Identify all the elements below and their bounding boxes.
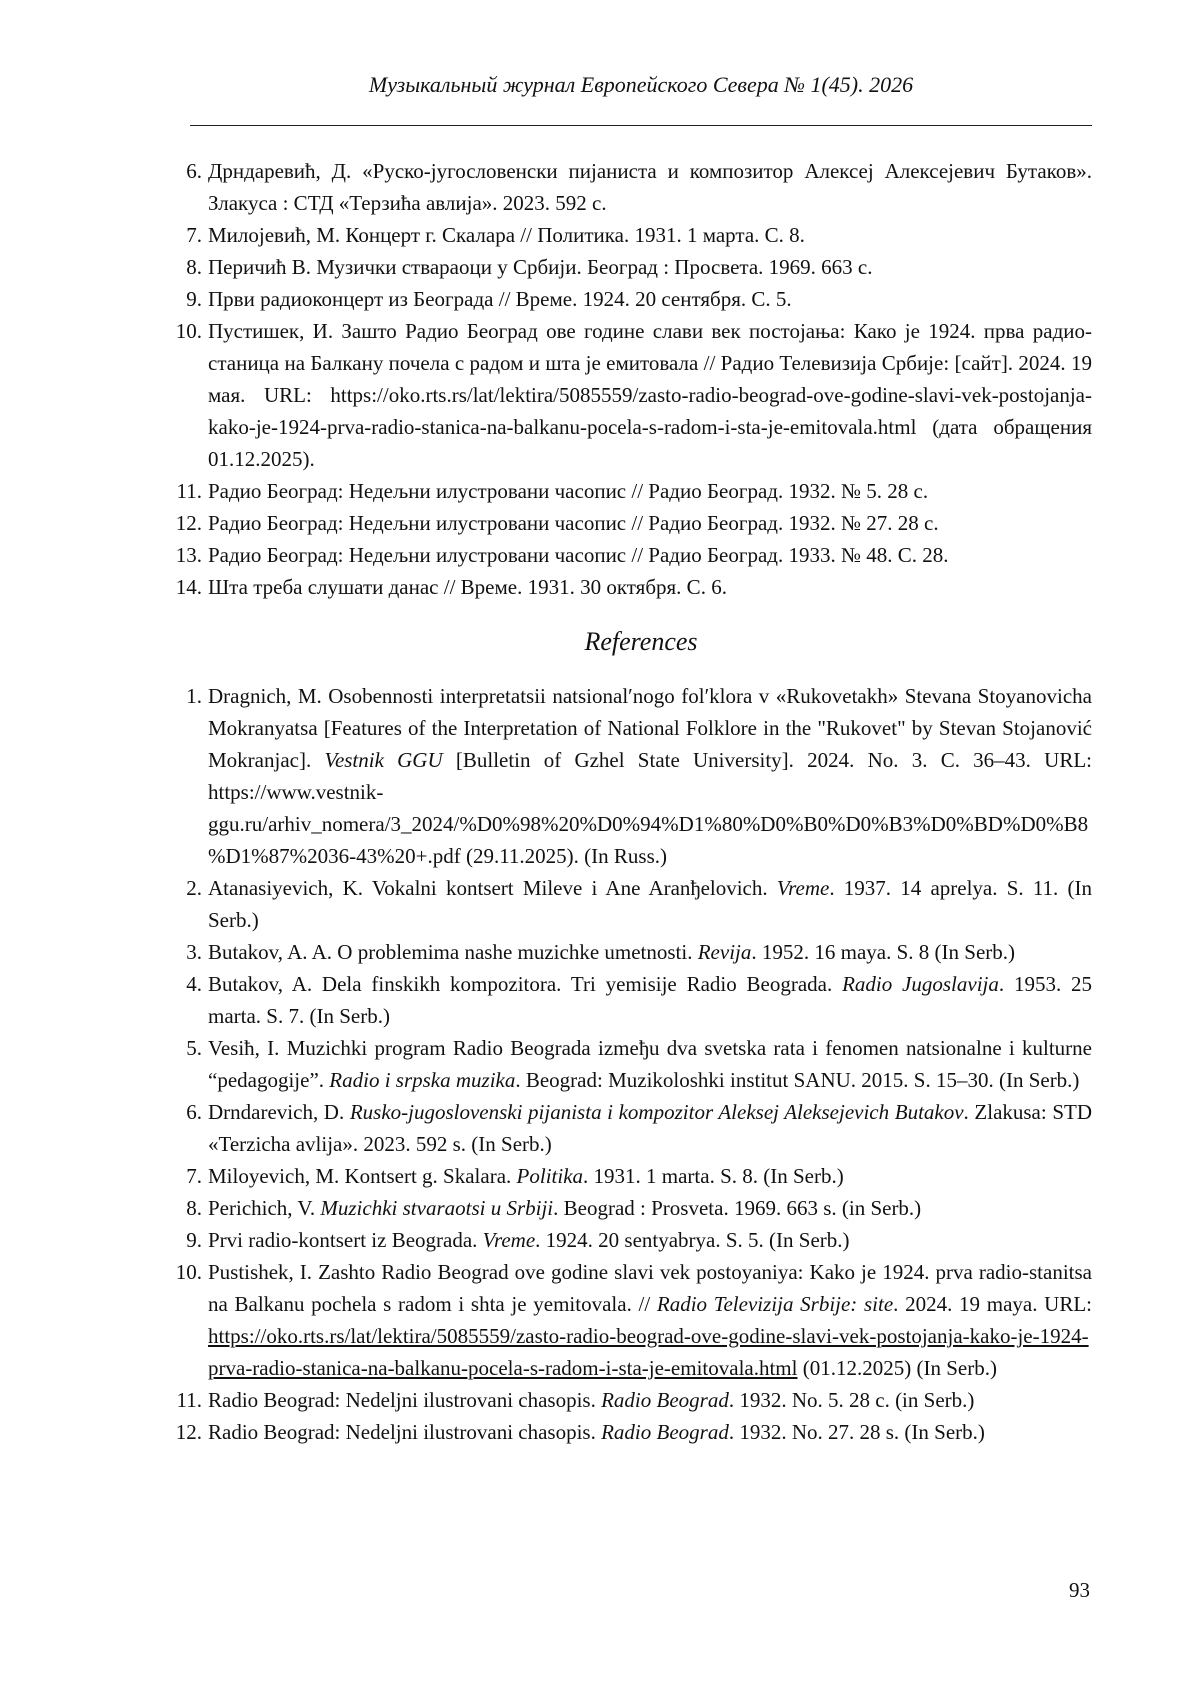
ref-text bbox=[208, 1192, 1092, 1224]
ref-text: Перичић В. Музички ствараоци у Србији. Београд : Просвета. 1969. 663 с. bbox=[208, 255, 873, 279]
ref-part: . 1931. 1 marta. S. 8. (In Serb.) bbox=[583, 1164, 844, 1188]
russian-reference-list bbox=[172, 155, 1092, 603]
ref-part: Radio Beograd: Nedeljni ilustrovani chasopis. bbox=[208, 1420, 602, 1444]
ref-source-title: Muzichki stvaraotsi u Srbiji bbox=[320, 1196, 554, 1220]
ref-part: . Beograd: Muzikoloshki institut SANU. 2015. S. 15–30. (In Serb.) bbox=[515, 1068, 1080, 1092]
ref-part: Atanasiyevich, K. Vokalni kontsert Mileve i Ane Aranђelovich. bbox=[208, 876, 777, 900]
running-header: Музыкальный журнал Европейского Севера № 1(45). 2026 bbox=[368, 72, 914, 97]
list-item bbox=[172, 475, 1092, 507]
list-item bbox=[172, 1384, 1092, 1416]
list-item bbox=[172, 1096, 1092, 1160]
ref-text: Први радиоконцерт из Београда // Време. 1924. 20 сентября. С. 5. bbox=[208, 287, 792, 311]
ref-source-title: Vreme bbox=[776, 876, 830, 900]
ref-number: 5. bbox=[186, 1036, 202, 1060]
ref-source-title: Rusko-jugoslovenski pijanista i kompozitor Aleksej Aleksejevich Butakov bbox=[349, 1100, 964, 1124]
ref-number: 4. bbox=[186, 972, 202, 996]
ref-part: . 1932. No. 5. 28 c. (in Serb.) bbox=[728, 1388, 975, 1412]
ref-number: 3. bbox=[186, 940, 202, 964]
ref-text bbox=[208, 680, 1092, 872]
ref-source-title: Radio Beograd bbox=[601, 1420, 729, 1444]
list-item bbox=[172, 155, 1092, 219]
ref-part: Vesiћ, I. Muzichki program Radio Beograda izmeђu dva svetska rata i fenomen natsionalne i kulturne “pedagogije”. bbox=[208, 1036, 1092, 1092]
ref-number: 6. bbox=[186, 1100, 202, 1124]
ref-part: (01.12.2025) (In Serb.) bbox=[797, 1356, 997, 1380]
list-item bbox=[172, 1416, 1092, 1448]
list-item bbox=[172, 1256, 1092, 1384]
ref-part: . 1924. 20 sentyabrya. S. 5. (In Serb.) bbox=[535, 1228, 850, 1252]
ref-part: Drndarevich, D. bbox=[208, 1100, 350, 1124]
ref-text bbox=[208, 1384, 1092, 1416]
ref-url-link[interactable]: https://oko.rts.rs/lat/lektira/5085559/zasto-radio-beograd-ove-godine-slavi-vek-postojanja-kako-je-1924-prva-radio-stanica-na-balkanu-pocela-s-radom-i-sta-je-emitovala.html bbox=[208, 1324, 1089, 1380]
list-item bbox=[172, 968, 1092, 1032]
ref-part: . 1932. No. 27. 28 s. (In Serb.) bbox=[728, 1420, 985, 1444]
ref-text: Дрндаревић, Д. «Руско-југословенски пијаниста и композитор Алексеј Алексејевич Бутаков». Злакуса : СТД «Терзића авлија». 2023. 592 с. bbox=[208, 159, 1092, 215]
ref-part: Pustishek, I. Zashto Radio Beograd ove godine slavi vek postoyaniya: Kako je 1924. prva radio-stanitsa na Balkanu pochela s radom i shta je yemitovala. // bbox=[208, 1260, 1092, 1316]
ref-text bbox=[208, 1160, 1092, 1192]
ref-part: Butakov, A. Dela finskikh kompozitora. Tri yemisije Radio Beograda. bbox=[208, 972, 843, 996]
header-rule bbox=[190, 125, 1092, 126]
ref-part: Prvi radio-kontsert iz Beograda. bbox=[208, 1228, 483, 1252]
list-item bbox=[172, 251, 1092, 283]
ref-text bbox=[208, 968, 1092, 1032]
ref-text: Радио Београд: Недељни илустровани часопис // Радио Београд. 1932. № 5. 28 с. bbox=[208, 479, 929, 503]
list-item bbox=[172, 315, 1092, 475]
ref-number: 12. bbox=[175, 1420, 202, 1444]
ref-number: 13. bbox=[175, 543, 202, 567]
ref-part: Miloyevich, M. Kontsert g. Skalara. bbox=[208, 1164, 517, 1188]
ref-text: Пустишек, И. Зашто Радио Београд ове године слави век постојања: Како је 1924. прва радио-станица на Балкану почела с радом и шта је емитовала // Радио Телевизија Србије: [сайт]. 2024. 19 мая. URL: https://oko.rts.rs/lat/lektira/5085559/zasto-radio-beograd-ove-godine-slavi-vek-postojanja-kako-je-1924-prva-radio-stanica-na-balkanu-pocela-s-radom-i-sta-je-emitovala.html (дата обращения 01.12.2025). bbox=[208, 319, 1092, 471]
ref-number: 11. bbox=[176, 1388, 202, 1412]
ref-text bbox=[208, 1256, 1092, 1384]
ref-number: 11. bbox=[176, 479, 202, 503]
ref-number: 9. bbox=[186, 1228, 202, 1252]
ref-source-title: Revija bbox=[697, 940, 752, 964]
ref-part: . 1952. 16 maya. S. 8 (In Serb.) bbox=[751, 940, 1016, 964]
list-item bbox=[172, 571, 1092, 603]
ref-number: 7. bbox=[186, 223, 202, 247]
ref-text bbox=[208, 1416, 1092, 1448]
ref-source-title: Radio i srpska muzika bbox=[329, 1068, 516, 1092]
ref-text bbox=[208, 872, 1092, 936]
ref-part: Butakov, A. A. O problemima nashe muzichke umetnosti. bbox=[208, 940, 698, 964]
english-reference-list bbox=[172, 680, 1092, 1448]
ref-number: 10. bbox=[175, 1260, 202, 1284]
ref-number: 8. bbox=[186, 255, 202, 279]
ref-number: 6. bbox=[186, 159, 202, 183]
ref-number: 7. bbox=[186, 1164, 202, 1188]
page-number: 93 bbox=[1069, 1578, 1090, 1602]
ref-text: Милојевић, М. Концерт г. Скалара // Политика. 1931. 1 марта. С. 8. bbox=[208, 223, 805, 247]
ref-part: . Beograd : Prosveta. 1969. 663 s. (in Serb.) bbox=[553, 1196, 922, 1220]
ref-source-title: Politika bbox=[516, 1164, 584, 1188]
list-item bbox=[172, 283, 1092, 315]
list-item bbox=[172, 936, 1092, 968]
ref-text: Радио Београд: Недељни илустровани часопис // Радио Београд. 1933. № 48. С. 28. bbox=[208, 543, 949, 567]
list-item bbox=[172, 1032, 1092, 1096]
list-item bbox=[172, 872, 1092, 936]
list-item bbox=[172, 680, 1092, 872]
ref-number: 2. bbox=[186, 876, 202, 900]
ref-part: . 1937. 14 aprelya. S. 11. (In Serb.) bbox=[208, 876, 1092, 932]
ref-part: [Bulletin of Gzhel State University]. 2024. No. 3. C. 36–43. URL: https://www.vestnik-ggu.ru/arhiv_nomera/3_2024/%D0%98%20%D0%94%D1%80%D0%B0%D0%B3%D0%BD%D0%B8%D1%87%2036-43%20+.pdf (29.11.2025). (In Russ.) bbox=[208, 748, 1092, 868]
list-item bbox=[172, 1224, 1092, 1256]
ref-part: . Zlakusa: STD «Terzicha avlija». 2023. 592 s. (In Serb.) bbox=[208, 1100, 1092, 1156]
ref-part: . 2024. 19 maya. URL: bbox=[893, 1292, 1092, 1316]
ref-number: 8. bbox=[186, 1196, 202, 1220]
ref-part: Perichich, V. bbox=[208, 1196, 321, 1220]
ref-text: Радио Београд: Недељни илустровани часопис // Радио Београд. 1932. № 27. 28 с. bbox=[208, 511, 939, 535]
ref-source-title: Vreme bbox=[482, 1228, 536, 1252]
ref-text bbox=[208, 936, 1092, 968]
ref-source-title: Radio Jugoslavija bbox=[842, 972, 999, 996]
ref-part: Radio Beograd: Nedeljni ilustrovani chasopis. bbox=[208, 1388, 602, 1412]
ref-source-title: Vestnik GGU bbox=[324, 748, 443, 772]
ref-number: 9. bbox=[186, 287, 202, 311]
ref-source-title: Radio Televizija Srbije: site bbox=[656, 1292, 894, 1316]
ref-number: 10. bbox=[175, 319, 202, 343]
ref-part: Dragnich, M. Osobennosti interpretatsii natsionalʹnogo folʹklora v «Rukovetakh» Stevana Stoyanovicha Mokranyatsa [Features of the Interpretation of National Folklore in the "Rukovet" by Stevan Stojanović Mokranjac]. bbox=[208, 684, 1092, 772]
list-item bbox=[172, 219, 1092, 251]
list-item bbox=[172, 1192, 1092, 1224]
ref-text bbox=[208, 1096, 1092, 1160]
ref-number: 12. bbox=[175, 511, 202, 535]
ref-number: 1. bbox=[186, 684, 202, 708]
ref-text bbox=[208, 1032, 1092, 1096]
ref-source-title: Radio Beograd bbox=[601, 1388, 729, 1412]
list-item bbox=[172, 1160, 1092, 1192]
ref-text bbox=[208, 1224, 1092, 1256]
ref-part: . 1953. 25 marta. S. 7. (In Serb.) bbox=[208, 972, 1093, 1028]
ref-text: Шта треба слушати данас // Време. 1931. 30 октября. С. 6. bbox=[208, 575, 727, 599]
list-item bbox=[172, 539, 1092, 571]
list-item bbox=[172, 507, 1092, 539]
ref-number: 14. bbox=[175, 575, 202, 599]
references-heading: References bbox=[584, 627, 698, 656]
